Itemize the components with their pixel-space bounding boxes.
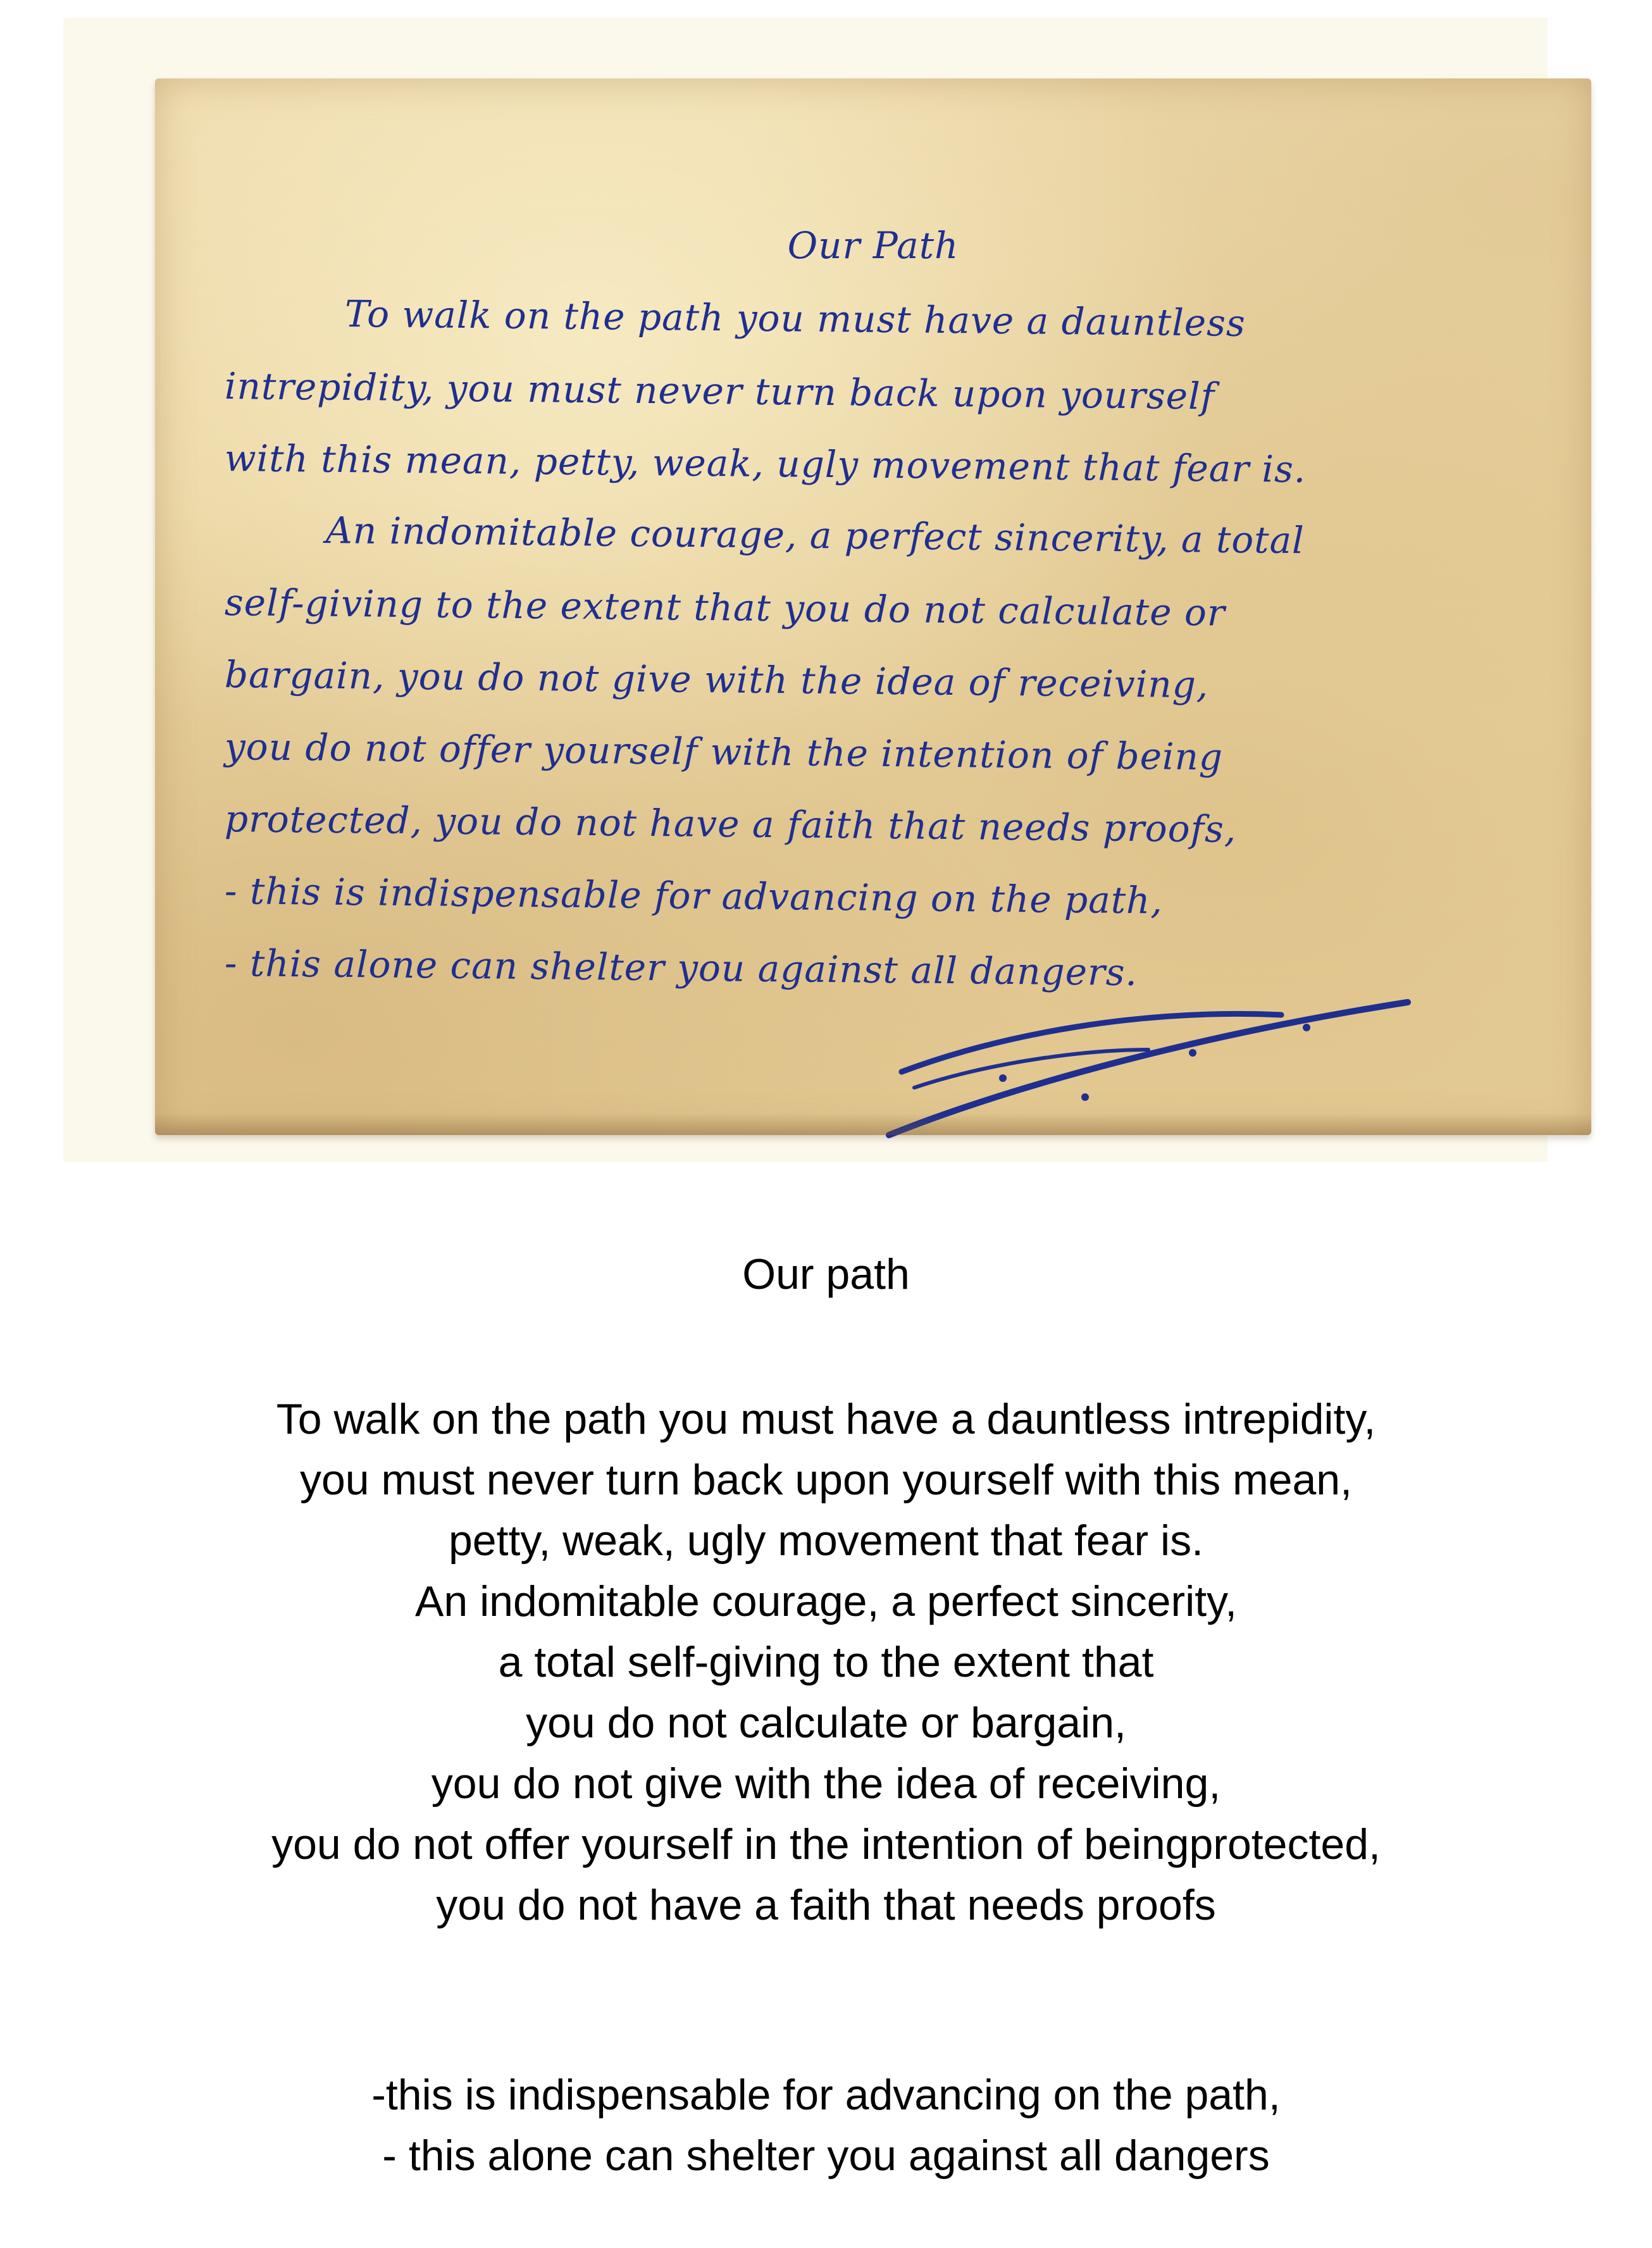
handwritten-line: An indomitable courage, a perfect sincerity, a total: [325, 509, 1305, 562]
transcript-line: petty, weak, ugly movement that fear is.: [448, 1517, 1204, 1565]
handwritten-line: - this alone can shelter you against all dangers.: [224, 941, 1138, 995]
handwritten-line: - this is indispensable for advancing on the path,: [224, 869, 1164, 922]
handwritten-title: Our Path: [787, 224, 959, 267]
transcript-body: [0, 1389, 1652, 1935]
handwritten-line: bargain, you do not give with the idea of receiving,: [224, 653, 1209, 707]
handwritten-line: To walk on the path you must have a dauntless: [344, 292, 1246, 345]
signature-mark: [876, 939, 1446, 1141]
handwritten-line: self-giving to the extent that you do not calculate or: [224, 581, 1226, 635]
transcript-line: a total self-giving to the extent that: [498, 1638, 1154, 1686]
handwritten-card: [155, 78, 1591, 1135]
card-photo-frame: [63, 18, 1548, 1162]
transcript-line: - this alone can shelter you against all dangers: [382, 2132, 1270, 2180]
transcript-closing: [0, 2065, 1652, 2186]
handwritten-line: intrepidity, you must never turn back upon yourself: [224, 364, 1215, 418]
handwritten-line: protected, you do not have a faith that needs proofs,: [224, 797, 1237, 851]
transcript-line: you do not give with the idea of receiving,: [431, 1760, 1221, 1808]
handwritten-line: you do not offer yourself with the intention of being: [224, 725, 1224, 779]
transcript-line: -this is indispensable for advancing on the path,: [371, 2071, 1281, 2119]
transcript-line: To walk on the path you must have a dauntless intrepidity,: [276, 1395, 1376, 1443]
transcript-line: you do not calculate or bargain,: [526, 1699, 1126, 1747]
handwritten-line: with this mean, petty, weak, ugly movement that fear is.: [224, 437, 1307, 491]
transcript-line: you do not have a faith that needs proofs: [436, 1881, 1216, 1929]
transcript-line: you do not offer yourself in the intention of beingprotected,: [271, 1820, 1381, 1868]
transcript-title: Our path: [742, 1250, 910, 1298]
transcript-line: you must never turn back upon yourself with this mean,: [299, 1456, 1353, 1504]
transcript-line: An indomitable courage, a perfect sincerity,: [415, 1577, 1237, 1625]
